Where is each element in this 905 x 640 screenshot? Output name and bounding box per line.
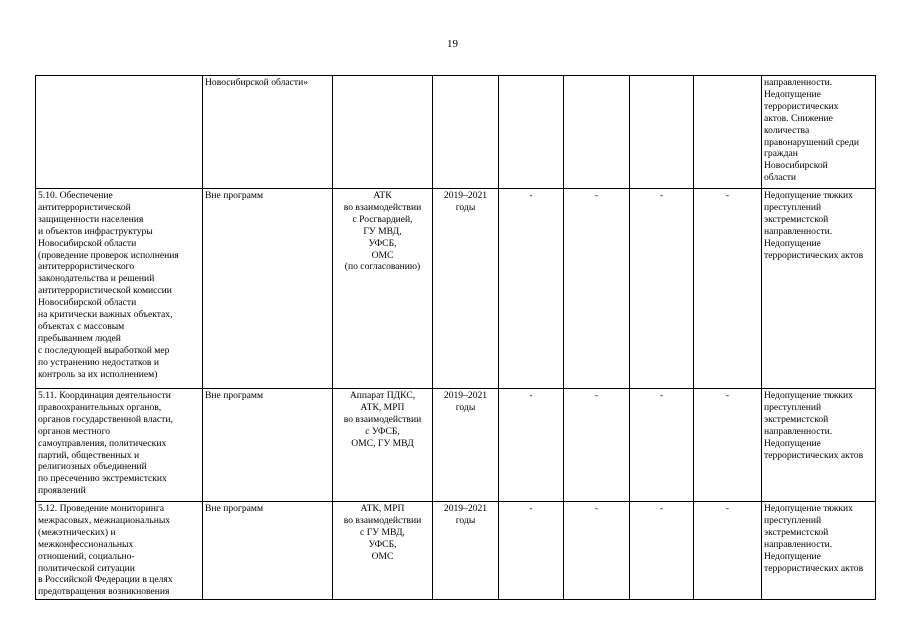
table-row	[36, 502, 876, 600]
result-cell: направленности. Недопущение террористических актов. Снижение количества правонарушений среди граждан Новосибирской области	[762, 76, 876, 189]
program-cell: Вне программ	[203, 189, 333, 389]
plan-table	[35, 75, 876, 600]
funding-cell: -	[564, 389, 630, 502]
funding-cell: -	[564, 189, 630, 389]
executors-cell: Аппарат ПДКС, АТК, МРП во взаимодействии с УФСБ, ОМС, ГУ МВД	[333, 389, 433, 502]
program-cell: Вне программ	[203, 389, 333, 502]
executors-cell	[333, 76, 433, 189]
funding-cell: -	[694, 189, 762, 389]
event-cell: 5.12. Проведение мониторинга межрасовых, межнациональных (межэтнических) и межконфессиональных отношений, социально- политической ситуации в Российской Федерации в целях предотвращения возникновения	[36, 502, 203, 600]
program-cell: Новосибирской области»	[203, 76, 333, 189]
funding-cell: -	[630, 189, 694, 389]
period-cell: 2019–2021 годы	[433, 189, 499, 389]
event-cell: 5.10. Обеспечение антитеррористической защищенности населения и объектов инфраструктуры Новосибирской области (проведение проверок исполнения антитеррористического законодательства и решений антитеррористической комиссии Новосибирской области на критически важных объектах, объектах с массовым пребыванием людей с последующей выработкой мер по устранению недостатков и контроль за их исполнением)	[36, 189, 203, 389]
funding-cell: -	[564, 502, 630, 600]
funding-cell: -	[694, 389, 762, 502]
result-cell: Недопущение тяжких преступлений экстремистской направленности. Недопущение террористических актов	[762, 502, 876, 600]
funding-cell	[564, 76, 630, 189]
funding-cell	[694, 76, 762, 189]
period-cell: 2019–2021 годы	[433, 389, 499, 502]
period-cell	[433, 76, 499, 189]
result-cell: Недопущение тяжких преступлений экстремистской направленности. Недопущение террористических актов	[762, 389, 876, 502]
funding-cell: -	[630, 502, 694, 600]
executors-cell: АТК, МРП во взаимодействии с ГУ МВД, УФСБ, ОМС	[333, 502, 433, 600]
executors-cell: АТК во взаимодействии с Росгвардией, ГУ МВД, УФСБ, ОМС (по согласованию)	[333, 189, 433, 389]
funding-cell: -	[499, 502, 564, 600]
funding-cell: -	[499, 189, 564, 389]
table-row	[36, 189, 876, 389]
event-cell: 5.11. Координация деятельности правоохранительных органов, органов государственной власти, органов местного самоуправления, политических партий, общественных и религиозных объединений по пресечению экстремистских проявлений	[36, 389, 203, 502]
funding-cell: -	[499, 389, 564, 502]
page-number: 19	[447, 38, 458, 50]
period-cell: 2019–2021 годы	[433, 502, 499, 600]
funding-cell	[499, 76, 564, 189]
program-cell: Вне программ	[203, 502, 333, 600]
event-cell	[36, 76, 203, 189]
funding-cell	[630, 76, 694, 189]
table-row	[36, 389, 876, 502]
table-row	[36, 76, 876, 189]
result-cell: Недопущение тяжких преступлений экстремистской направленности. Недопущение террористических актов	[762, 189, 876, 389]
funding-cell: -	[630, 389, 694, 502]
funding-cell: -	[694, 502, 762, 600]
